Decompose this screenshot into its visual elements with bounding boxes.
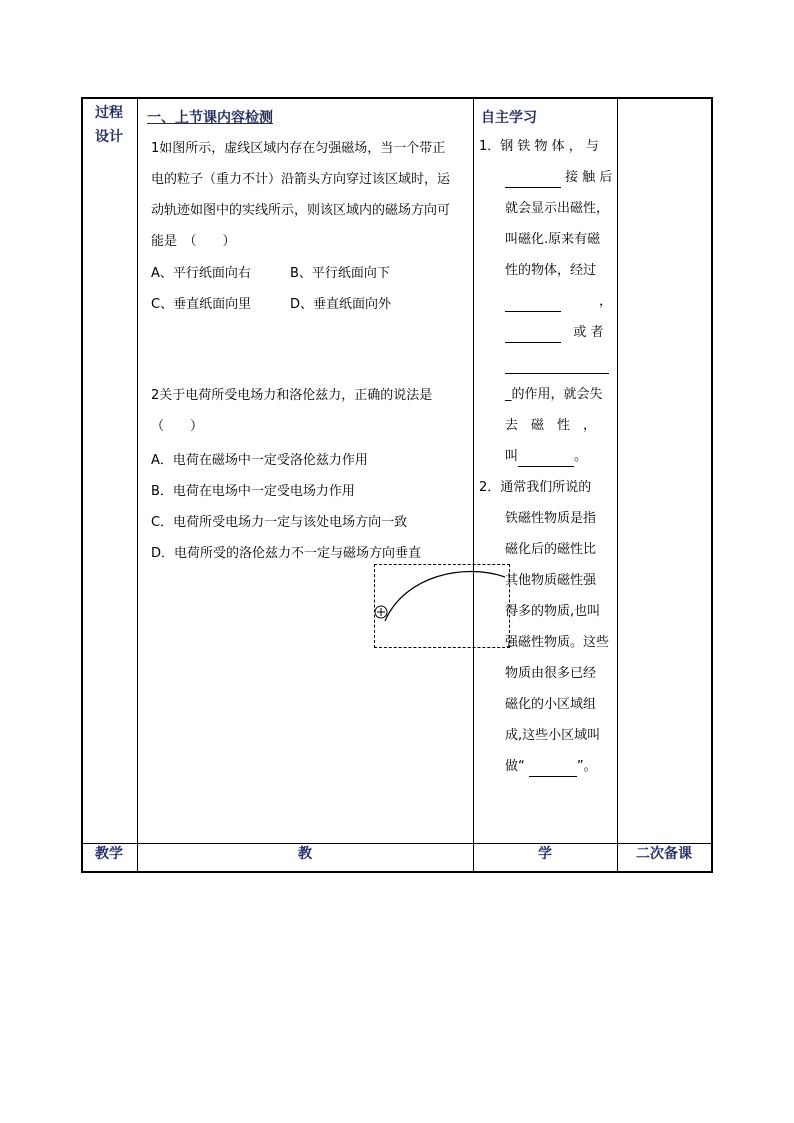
process-design-label — [95, 101, 123, 149]
self-study-line: 磁化后的磁性比 — [505, 542, 597, 557]
q2-option-d: D．电荷所受的洛伦兹力不一定与磁场方向垂直 — [151, 546, 422, 561]
question-2-line1: 2关于电荷所受电场力和洛伦兹力，正确的说法是 — [151, 388, 433, 403]
fill-blank — [505, 187, 561, 188]
self-study-line: 2．通常我们所说的 — [479, 480, 592, 495]
q2-option-c: C．电荷所受电场力一定与该处电场方向一致 — [151, 515, 408, 530]
self-study-line: 成,这些小区域叫 — [505, 728, 601, 743]
q2-option-b: B．电荷在电场中一定受电场力作用 — [151, 484, 355, 499]
self-study-line: 去 磁 性 ， — [505, 418, 597, 433]
self-study-line: 叫 。 — [505, 447, 587, 467]
fill-blank — [505, 311, 561, 312]
q2-option-a: A．电荷在磁场中一定受洛伦兹力作用 — [151, 453, 368, 468]
footer-teach-label: 教 — [298, 846, 312, 862]
q1-option-c: C、垂直纸面向里 — [151, 297, 252, 312]
question-2-line2: （ ） — [151, 419, 204, 434]
self-study-line: 磁化的小区域组 — [505, 697, 597, 712]
lesson-plan-table — [81, 97, 713, 873]
self-study-line: 或 者 — [505, 323, 604, 343]
self-study-line: 性的物体，经过 — [505, 263, 597, 278]
self-study-line — [505, 354, 609, 374]
row-divider — [83, 843, 711, 844]
fill-blank — [505, 373, 609, 374]
q1-option-a: A、平行纸面向右 — [151, 266, 251, 281]
self-study-line: 铁磁性物质是指 — [505, 511, 597, 526]
fill-blank — [518, 466, 574, 467]
column-divider — [617, 99, 618, 871]
self-study-line: ， — [505, 292, 612, 312]
self-study-line: _的作用，就会失 — [505, 387, 603, 402]
column-divider — [137, 99, 138, 871]
trajectory-diagram — [375, 565, 509, 647]
self-study-line: 强磁性物质。这些 — [505, 635, 610, 650]
fill-blank — [529, 776, 577, 777]
question-1-line1: 1如图所示，虚线区域内存在匀强磁场，当一个带正 — [151, 141, 446, 156]
self-study-line: 叫磁化.原来有磁 — [505, 232, 601, 247]
self-study-line: 物质由很多已经 — [505, 666, 597, 681]
question-1-line3: 动轨迹如图中的实线所示，则该区域内的磁场方向可 — [151, 203, 451, 218]
self-study-line: 就会显示出磁性， — [505, 201, 610, 216]
question-1-line4: 能是 （ ） — [151, 234, 236, 249]
question-1 — [151, 133, 471, 257]
magnetic-field-figure — [374, 564, 510, 648]
self-study-line: 其他物质磁性强 — [505, 573, 597, 588]
q1-option-d: D、垂直纸面向外 — [290, 297, 392, 312]
footer-second-prep-label: 二次备课 — [636, 846, 692, 862]
self-study-line: 1．钢 铁 物 体 ， 与 — [479, 139, 599, 154]
question-2 — [151, 380, 471, 442]
process-label-line1: 过程 — [95, 105, 123, 121]
self-study-line: 接 触 后 — [505, 168, 612, 188]
column-divider — [473, 99, 474, 871]
self-study-line: 得多的物质,也叫 — [505, 604, 601, 619]
trajectory-curve — [385, 571, 505, 621]
footer-teaching-label: 教学 — [95, 846, 123, 862]
section-title: 一、上节课内容检测 — [147, 110, 273, 126]
question-1-line2: 电的粒子（重力不计）沿箭头方向穿过该区域时，运 — [151, 172, 451, 187]
footer-learn-label: 学 — [538, 846, 552, 862]
self-study-line: 做“ ”。 — [505, 757, 597, 777]
q1-option-b: B、平行纸面向下 — [290, 266, 390, 281]
fill-blank — [505, 342, 561, 343]
process-label-line2: 设计 — [95, 129, 123, 145]
self-study-title: 自主学习 — [481, 110, 537, 126]
